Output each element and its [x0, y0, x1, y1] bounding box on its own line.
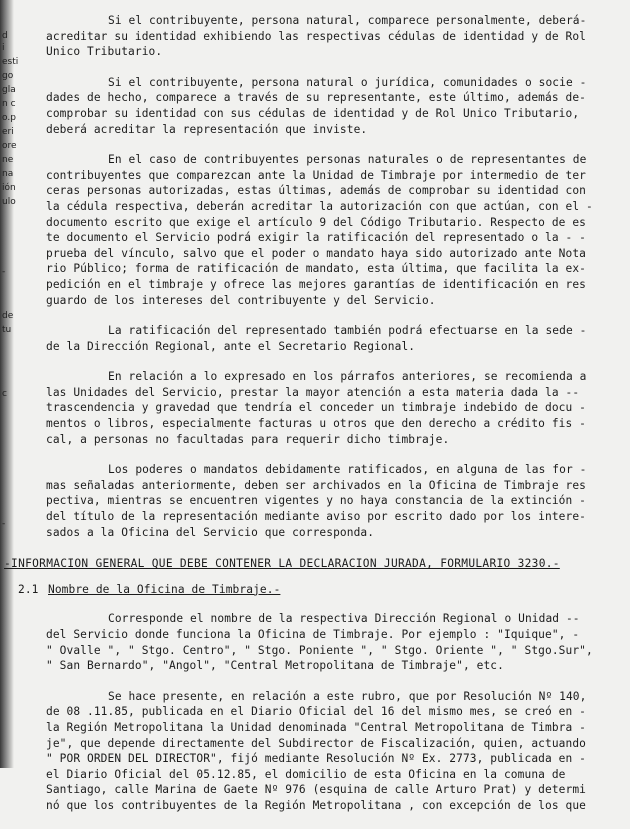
margin-fragment: - [2, 267, 6, 277]
margin-fragment: eri [2, 127, 14, 137]
text-line: pectiva, mientras se encuentren vigentes y no haya constancia de la extinción - [46, 494, 586, 508]
text-line: " San Bernardo", "Angol", "Central Metropolitana de Timbraje", etc. [46, 659, 504, 673]
margin-fragment: d [2, 31, 8, 41]
text-line: En relación a lo expresado en los párrafos anteriores, se recomienda a [108, 370, 587, 384]
margin-fragment: - [2, 519, 6, 529]
section-title: -INFORMACION GENERAL QUE DEBE CONTENER LA DECLARACION JURADA, FORMULARIO 3230.- [4, 557, 560, 571]
text-line: de la Dirección Regional, ante el Secretario Regional. [46, 339, 416, 353]
text-line: documento escrito que exige el artículo 9 del Código Tributario. Respecto de es [46, 215, 586, 229]
text-line: cal, a personas no facultadas para requerir dicho timbraje. [46, 432, 450, 446]
text-line: rio Público; forma de ratificación de mandato, esta última, que facilita la ex- [46, 262, 586, 276]
margin-fragment: ulo [2, 197, 16, 207]
paragraph-representative [46, 75, 624, 137]
margin-fragment: i [2, 43, 5, 53]
text-line: Unico Tributario. [46, 45, 163, 59]
text-line: mas señaladas anteriormente, deben ser archivados en la Oficina de Timbraje res [46, 478, 586, 492]
margin-fragment: tu [2, 325, 12, 335]
text-line: las Unidades del Servicio, prestar la mayor atención a esta materia dada la -- [46, 385, 580, 399]
text-line: pedición en el timbraje y ofrece las mejores garantías de identificación en res [46, 277, 586, 291]
text-line: guardo de los intereses del contribuyente y del Servicio. [46, 293, 436, 307]
paragraph-ratification [46, 323, 624, 354]
margin-fragment: n c [2, 99, 16, 109]
text-line: la Región Metropolitana la Unidad denominada "Central Metropolitana de Timbra - [46, 720, 586, 734]
text-line: Los poderes o mandatos debidamente ratificados, en alguna de las for - [108, 463, 587, 477]
text-line: comprobar su identidad con sus cédulas de identidad y de Rol Unico Tributario, [46, 106, 580, 120]
margin-fragment: esti [2, 57, 19, 67]
subsection-title: Nombre de la Oficina de Timbraje.- [48, 582, 281, 596]
text-line: En el caso de contribuyentes personas naturales o de representantes de [108, 153, 587, 167]
text-line: del Servicio donde funciona la Oficina de Timbraje. Por ejemplo : "Iquique", - [46, 628, 580, 641]
text-line: trascendencia y gravedad que tendría el conceder un timbraje indebido de docu - [46, 401, 586, 415]
margin-fragment: de [2, 311, 14, 321]
paragraph-third-parties [46, 152, 624, 308]
margin-fragment: na [2, 169, 14, 179]
text-line: prueba del vínculo, salvo que el poder o mandato haya sido autorizado ante Nota [46, 246, 586, 260]
text-line: sados a la Oficina del Servicio que corresponda. [46, 525, 375, 539]
text-line: Si el contribuyente, persona natural o jurídica, comunidades o socie - [108, 75, 587, 89]
text-line: mentos o libros, especialmente facturas u otros que den derecho a crédito fis - [46, 417, 586, 431]
margin-fragment: go [2, 71, 14, 81]
text-line: te documento el Servicio podrá exigir la ratificación del representado o la - - [46, 231, 586, 245]
paragraph-resolution [46, 689, 624, 814]
text-line: deberá acreditar la representación que inviste. [46, 122, 368, 136]
margin-fragment: gla [2, 85, 16, 95]
text-line: la cédula respectiva, deberán acreditar la autorización con que actúan, con el - [46, 199, 593, 213]
margin-fragment: ión [2, 183, 16, 193]
margin-fragment: c [2, 389, 7, 399]
text-line: " POR ORDEN DEL DIRECTOR", fijó mediante Resolución Nº Ex. 2773, publicada en - [46, 752, 586, 766]
margin-fragment: ore [2, 141, 17, 151]
text-line: je", que depende directamente del Subdirector de Fiscalización, quien, actuando [46, 736, 586, 750]
subsection-heading [18, 582, 624, 598]
text-line: nó que los contribuyentes de la Región Metropolitana , con excepción de los que [46, 798, 586, 812]
paragraph-archiving [46, 462, 624, 540]
text-line: de 08 .11.85, publicada en el Diario Oficial del 16 del mismo mes, se creó en - [46, 705, 586, 719]
text-line: Se hace presente, en relación a este rubro, que por Resolución Nº 140, [108, 689, 587, 703]
subsection-number: 2.1 [18, 582, 39, 596]
text-line: dades de hecho, comparece a través de su representante, este último, además de- [46, 91, 586, 105]
text-line: Santiago, calle Marina de Gaete Nº 976 (esquina de calle Arturo Prat) y determi [46, 783, 586, 797]
text-line: La ratificación del representado también podrá efectuarse en la sede - [108, 324, 587, 338]
paragraph-recommendation [46, 369, 624, 447]
margin-fragment: o.p [2, 113, 16, 123]
text-line: Corresponde el nombre de la respectiva Dirección Regional o Unidad -- [108, 612, 580, 626]
text-line: del título de la representación mediante aviso por escrito dado por los intere- [46, 510, 586, 524]
text-line: Si el contribuyente, persona natural, comparece personalmente, deberá- [108, 14, 587, 27]
margin-fragment: ne [2, 155, 14, 165]
paragraph-identity [46, 13, 624, 60]
paragraph-office-name [46, 611, 624, 673]
text-line: acreditar su identidad exhibiendo las respectivas cédulas de identidad y de Rol [46, 29, 586, 43]
text-line: ceras personas autorizadas, estas últimas, además de comprobar su identidad con [46, 184, 586, 198]
text-line: el Diario Oficial del 05.12.85, el domicilio de esta Oficina en la comuna de [46, 767, 566, 781]
text-line: contribuyentes que comparezcan ante la Unidad de Timbraje por intermedio de ter [46, 168, 586, 182]
text-line: " Ovalle ", " Stgo. Centro", " Stgo. Poniente ", " Stgo. Oriente ", " Stgo.Sur", [46, 643, 593, 657]
